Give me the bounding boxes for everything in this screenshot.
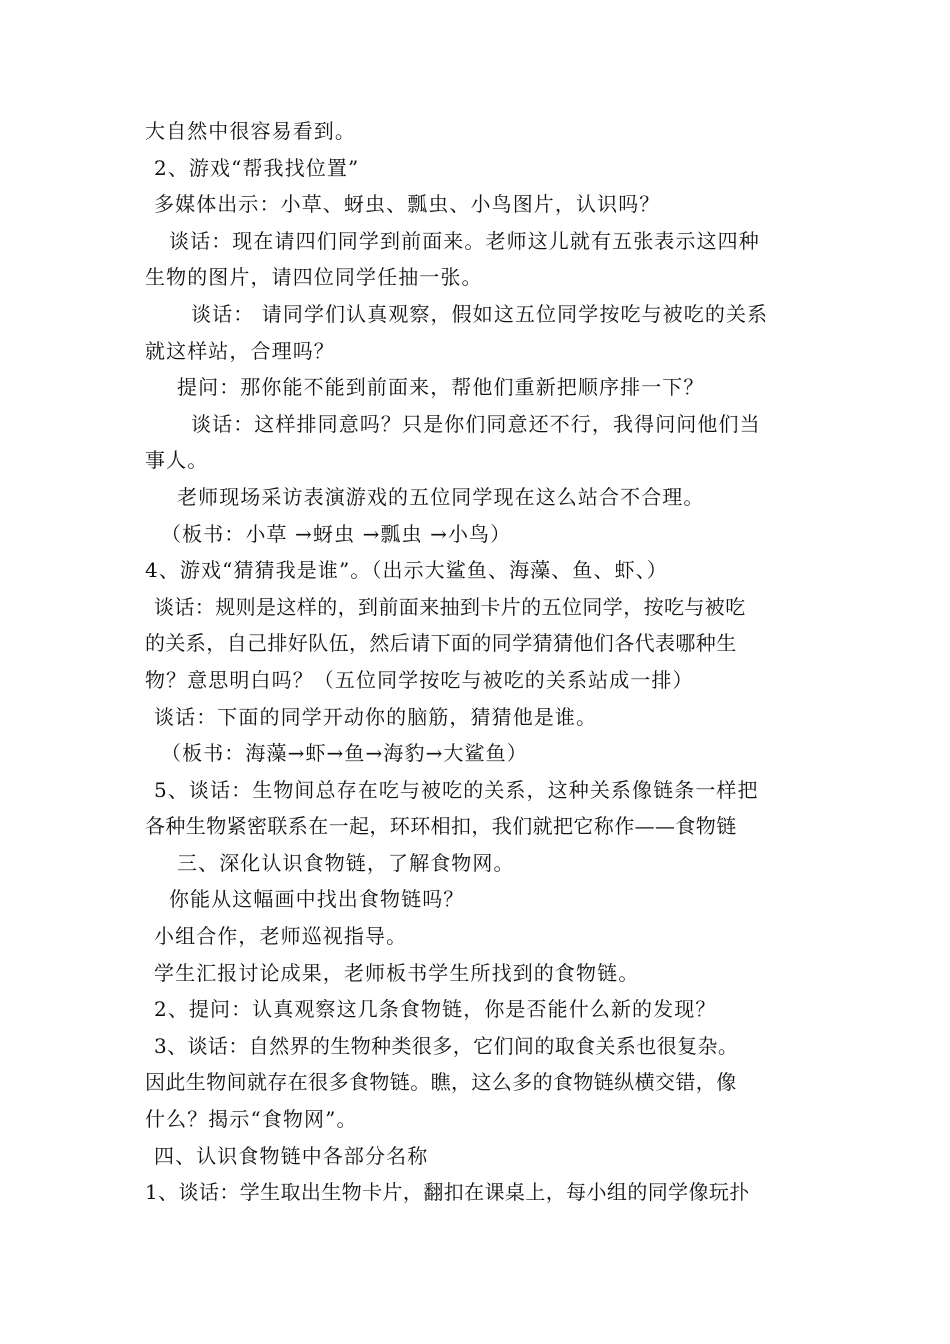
- text-line: 4、游戏“猜猜我是谁”。（出示大鲨鱼、海藻、鱼、虾、）: [145, 558, 668, 583]
- text-line: 什么？揭示“食物网”。: [145, 1107, 358, 1132]
- text-line: 因此生物间就存在很多食物链。瞧，这么多的食物链纵横交错，像: [145, 1070, 737, 1095]
- text-line: 谈话：规则是这样的，到前面来抽到卡片的五位同学，按吃与被吃: [154, 594, 746, 619]
- text-line: 2、游戏“帮我找位置”: [154, 155, 360, 180]
- text-line: 3、谈话：自然界的生物种类很多，它们间的取食关系也很复杂。: [154, 1033, 739, 1058]
- text-line: 提问：那你能不能到前面来，帮他们重新把顺序排一下？: [177, 375, 705, 400]
- text-line: 就这样站，合理吗？: [145, 338, 335, 363]
- text-line: 的关系，自己排好队伍，然后请下面的同学猜猜他们各代表哪种生: [145, 631, 737, 656]
- text-line: 2、提问：认真观察这几条食物链，你是否能什么新的发现？: [154, 997, 717, 1022]
- text-line: 谈话： 请同学们认真观察，假如这五位同学按吃与被吃的关系: [191, 301, 769, 326]
- document-body: [145, 113, 810, 1211]
- text-line: 三、深化认识食物链，了解食物网。: [177, 850, 515, 875]
- text-line: 事人。: [145, 448, 209, 473]
- text-line: （板书：海藻→虾→鱼→海豹→大鲨鱼）: [161, 741, 528, 766]
- text-line: 学生汇报讨论成果，老师板书学生所找到的食物链。: [154, 960, 640, 985]
- text-line: 各种生物紧密联系在一起，环环相扣，我们就把它称作——食物链: [145, 814, 737, 839]
- text-line: 1、谈话：学生取出生物卡片，翻扣在课桌上，每小组的同学像玩扑: [145, 1180, 750, 1205]
- text-line: （板书：小草 →蚜虫 →瓢虫 →小鸟）: [161, 521, 512, 546]
- text-line: 谈话：下面的同学开动你的脑筋，猜猜他是谁。: [154, 704, 598, 729]
- text-line: 大自然中很容易看到。: [145, 119, 356, 143]
- text-line: 四、认识食物链中各部分名称: [154, 1143, 429, 1168]
- text-line: 多媒体出示：小草、蚜虫、瓢虫、小鸟图片，认识吗？: [154, 192, 661, 217]
- text-line: 老师现场采访表演游戏的五位同学现在这么站合不合理。: [177, 484, 705, 509]
- text-line: 你能从这幅画中找出食物链吗？: [169, 887, 465, 912]
- text-line: 谈话：现在请四们同学到前面来。老师这儿就有五张表示这四种: [169, 228, 760, 253]
- text-line: 生物的图片，请四位同学任抽一张。: [145, 265, 483, 290]
- text-line: 5、谈话：生物间总存在吃与被吃的关系，这种关系像链条一样把: [154, 777, 759, 802]
- text-line: 物？意思明白吗？（五位同学按吃与被吃的关系站成一排）: [145, 667, 694, 692]
- text-line: 谈话：这样排同意吗？只是你们同意还不行，我得问问他们当: [191, 411, 761, 436]
- text-line: 小组合作，老师巡视指导。: [154, 924, 408, 949]
